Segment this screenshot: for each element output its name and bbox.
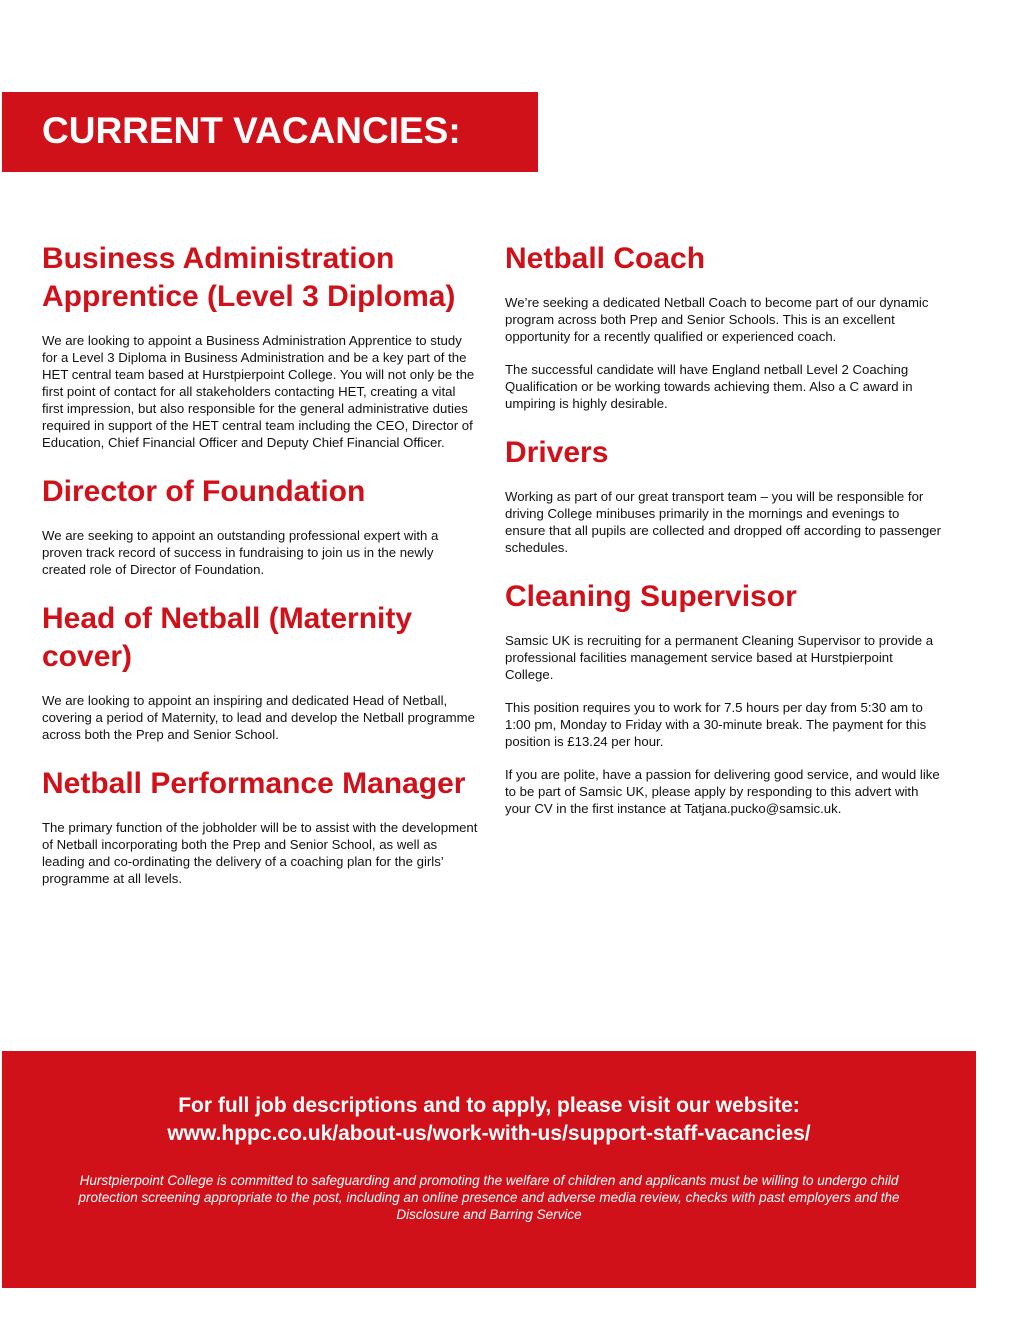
job-listing [505, 578, 941, 817]
job-description: Samsic UK is recruiting for a permanent Cleaning Supervisor to provide a professional facilities management service based at Hurstpierpoint College. [505, 633, 934, 682]
job-description: The successful candidate will have England netball Level 2 Coaching Qualification or be working towards achieving them. Also a C award in umpiring is highly desirable. [505, 362, 913, 411]
safeguarding-notice: Hurstpierpoint College is committed to safeguarding and promoting the welfare of children and applicants must be willing to undergo child protection screening appropriate to the post, including an online presence and adverse media review, checks with past employers and the Disclosure and Barring Service [78, 1173, 900, 1222]
job-title: Director of Foundation [42, 475, 366, 508]
job-listing [42, 600, 478, 743]
job-title: Netball Coach [505, 242, 706, 275]
job-description: We are looking to appoint an inspiring and dedicated Head of Netball, covering a period of Maternity, to lead and develop the Netball programme across both the Prep and Senior School. [42, 693, 475, 742]
page-title: CURRENT VACANCIES: [42, 110, 461, 151]
job-listing [42, 240, 478, 451]
apply-footer [2, 1051, 976, 1288]
job-title: Netball Performance Manager [42, 767, 466, 800]
job-listing [505, 434, 941, 556]
apply-instruction: For full job descriptions and to apply, please visit our website: [178, 1094, 800, 1117]
job-description: We are seeking to appoint an outstanding professional expert with a proven track record of success in fundraising to join us in the newly created role of Director of Foundation. [42, 528, 439, 577]
job-title: Business Administration Apprentice (Level 3 Diploma) [42, 242, 456, 313]
job-description: We are looking to appoint a Business Administration Apprentice to study for a Level 3 Diploma in Business Administration and be a key part of the HET central team based at Hurstpierpoint College. You will not only be the first point of contact for all stakeholders contacting HET, creating a vital first impression, but also responsible for the general administrative duties required in support of the HET central team including the CEO, Director of Education, Chief Financial Officer and Deputy Chief Financial Officer. [42, 333, 475, 450]
job-description: The primary function of the jobholder will be to assist with the development of Netball incorporating both the Prep and Senior School, as well as leading and co-ordinating the delivery of a coaching plan for the girls’ programme at all levels. [42, 820, 478, 886]
job-title: Head of Netball (Maternity cover) [42, 602, 413, 673]
job-listing [42, 473, 478, 578]
vacancies-url: www.hppc.co.uk/about-us/work-with-us/support-staff-vacancies/ [167, 1122, 811, 1145]
job-description: If you are polite, have a passion for delivering good service, and would like to be part of Samsic UK, please apply by responding to this advert with your CV in the first instance at Tatjana.pucko@samsic.uk. [505, 767, 940, 816]
job-description: This position requires you to work for 7.5 hours per day from 5:30 am to 1:00 pm, Monday to Friday with a 30-minute break. The payment for this position is £13.24 per hour. [505, 700, 927, 749]
job-title: Cleaning Supervisor [505, 580, 797, 613]
job-description: Working as part of our great transport team – you will be responsible for driving College minibuses primarily in the mornings and evenings to ensure that all pupils are collected and dropped off according to passenger schedules. [505, 489, 941, 555]
job-listing [42, 765, 478, 887]
job-title: Drivers [505, 436, 609, 469]
vacancies-banner [2, 92, 538, 172]
job-description: We’re seeking a dedicated Netball Coach to become part of our dynamic program across both Prep and Senior Schools. This is an excellent opportunity for a recently qualified or experienced coach. [505, 295, 929, 344]
left-column [42, 240, 478, 909]
right-column [505, 240, 941, 839]
job-listing [505, 240, 941, 412]
